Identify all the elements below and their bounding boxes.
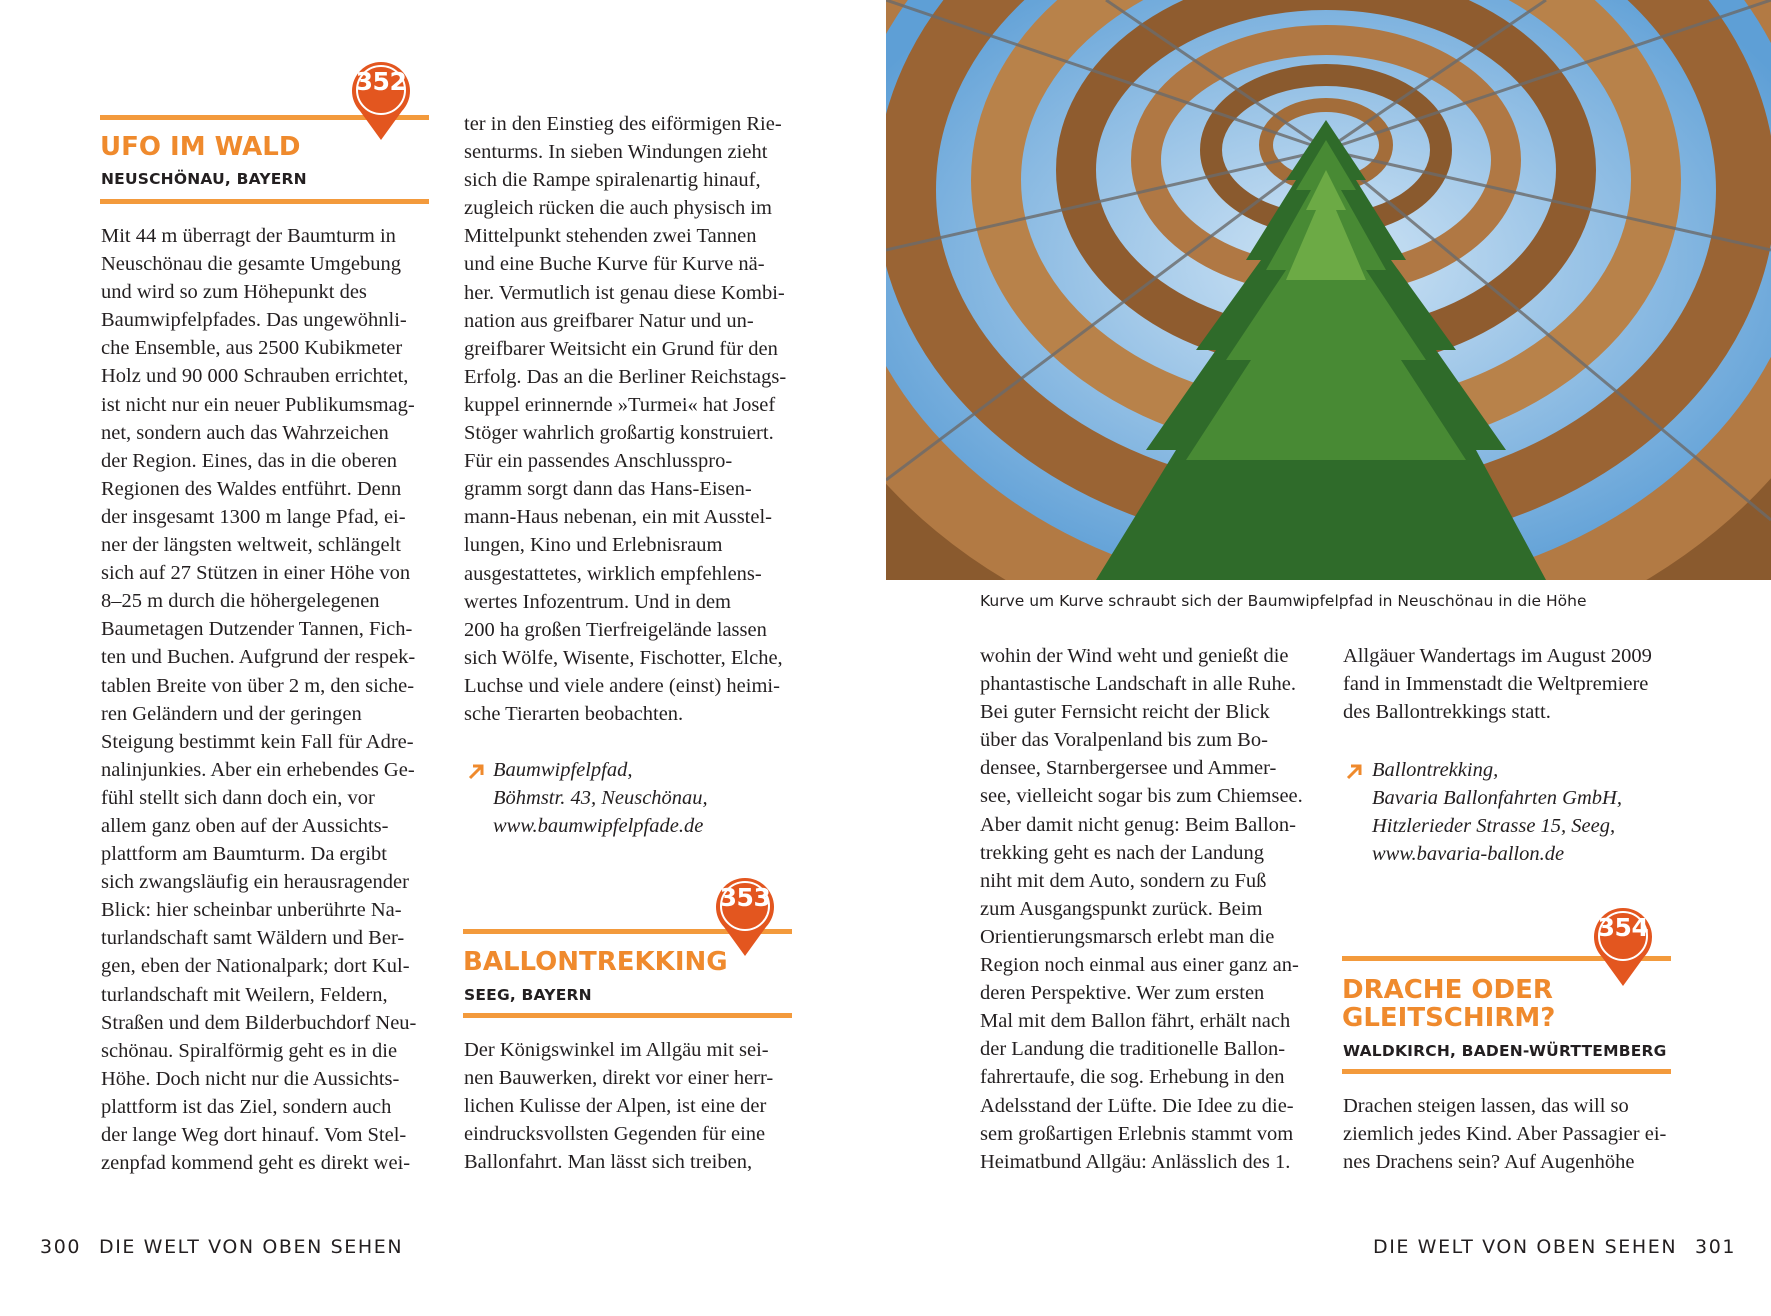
photo-caption: Kurve um Kurve schraubt sich der Baumwipfelpfad in Neuschönau in die Höhe (980, 592, 1587, 610)
text-line: Regionen des Waldes entführt. Denn (101, 477, 402, 500)
entry-353-title: BALLONTREKKING (463, 947, 728, 977)
info-line: Bavaria Ballonfahrten GmbH, (1372, 787, 1622, 810)
text-line: fand in Immenstadt die Weltpremiere (1343, 673, 1649, 696)
text-line: Heimatbund Allgäu: Anlässlich des 1. (980, 1150, 1291, 1173)
treetop-tower-illustration (886, 0, 1771, 580)
text-line: ter in den Einstieg des eiförmigen Rie- (464, 113, 782, 135)
text-line: wertes Infozentrum. Und in dem (464, 590, 731, 613)
text-line: sche Tierarten beobachten. (464, 702, 684, 725)
text-line: nation aus greifbarer Natur und un- (464, 309, 754, 332)
text-line: des Ballontrekkings statt. (1343, 701, 1551, 724)
text-line: senturms. In sieben Windungen zieht (464, 141, 768, 164)
text-line: Erfolg. Das an die Berliner Reichstags- (464, 365, 787, 388)
entry-352-location: NEUSCHÖNAU, BAYERN (101, 170, 307, 188)
text-line: che Ensemble, aus 2500 Kubikmeter (101, 337, 403, 360)
text-line: phantastische Landschaft in alle Ruhe. (980, 673, 1296, 696)
text-line: Holz und 90 000 Schrauben errichtet, (101, 365, 409, 388)
info-line: Ballontrekking, (1372, 759, 1499, 781)
entry-352-location-pin-icon (348, 57, 414, 143)
text-line: der insgesamt 1300 m lange Pfad, ei- (101, 505, 406, 528)
treetop-tower-photo (886, 0, 1771, 580)
entry-353-body-column-2 (464, 1036, 773, 1176)
entry-352-info (493, 756, 708, 840)
text-line: zugleich rücken die auch physisch im (464, 197, 772, 220)
info-line: www.bavaria-ballon.de (1372, 843, 1565, 866)
text-line: ziemlich jedes Kind. Aber Passagier ei- (1343, 1123, 1667, 1146)
text-line: niht mit dem Auto, sondern zu Fuß (980, 869, 1267, 892)
external-link-arrow-icon (466, 762, 486, 782)
text-line: Ballonfahrt. Man lässt sich treiben, (464, 1151, 753, 1174)
text-line: der Region. Eines, das in die oberen (101, 449, 398, 472)
text-line: schönau. Spiralförmig geht es in die (101, 1039, 398, 1062)
entry-354-bottom-rule (1342, 1069, 1671, 1074)
text-line: Luchse und viele andere (einst) heimi- (464, 674, 780, 697)
text-line: Für ein passendes Anschlusspro- (464, 450, 733, 473)
text-line: Höhe. Doch nicht nur die Aussichts- (101, 1067, 400, 1090)
text-line: gen, eben der Nationalpark; dort Kul- (101, 955, 410, 978)
text-line: Baumetagen Dutzender Tannen, Fich- (101, 618, 413, 641)
entry-352-body-column-1 (101, 222, 416, 1177)
text-line: Mal mit dem Ballon fährt, erhält nach (980, 1010, 1291, 1033)
text-line: her. Vermutlich ist genau diese Kombi- (464, 281, 785, 304)
text-line: allem ganz oben auf der Aussichts- (101, 814, 389, 837)
text-line: der lange Weg dort hinauf. Vom Stel- (101, 1124, 407, 1146)
text-line: Aber damit nicht genug: Beim Ballon- (980, 813, 1296, 836)
text-line: 200 ha großen Tierfreigelände lassen (464, 618, 767, 641)
text-line: gramm sorgt dann das Hans-Eisen- (464, 478, 752, 501)
entry-353-info (1372, 756, 1622, 868)
text-line: Stöger wahrlich großartig konstruiert. (464, 422, 774, 445)
entry-352-body-column-2 (464, 110, 786, 728)
text-line: mann-Haus nebenan, ein mit Ausstel- (464, 506, 773, 529)
text-line: trekking geht es nach der Landung (980, 841, 1265, 864)
entry-353-body-column-4 (1343, 642, 1652, 726)
text-line: Mit 44 m überragt der Baumturm in (101, 225, 396, 247)
text-line: der Landung die traditionelle Ballon- (980, 1038, 1286, 1061)
text-line: Baumwipfelpfades. Das ungewöhnli- (101, 309, 407, 332)
info-line: Baumwipfelpfad, (493, 759, 633, 781)
entry-354-title-line-2: GLEITSCHIRM? (1342, 1003, 1556, 1033)
text-line: zenpfad kommend geht es direkt wei- (101, 1152, 411, 1175)
text-line: Steigung bestimmt kein Fall für Adre- (101, 730, 414, 753)
text-line: zum Ausgangspunkt zurück. Beim (980, 897, 1263, 920)
text-line: sem großartigen Erlebnis stammt vom (980, 1122, 1294, 1145)
right-section-title: DIE WELT VON OBEN SEHEN (1373, 1236, 1678, 1258)
info-line: www.baumwipfelpfade.de (493, 815, 704, 838)
text-line: fahrertaufe, die sog. Erhebung in den (980, 1066, 1285, 1089)
text-line: ner der längsten weltweit, schlängelt (101, 534, 401, 557)
right-page-number: 301 (1695, 1236, 1737, 1258)
left-page-number: 300 (40, 1236, 82, 1258)
text-line: sich auf 27 Stützen in einer Höhe von (101, 562, 411, 585)
text-line: deren Perspektive. Wer zum ersten (980, 982, 1265, 1005)
text-line: nalinjunkies. Aber ein erhebendes Ge- (101, 758, 415, 781)
text-line: tablen Breite von über 2 m, den siche- (101, 674, 415, 697)
text-line: densee, Starnbergersee und Ammer- (980, 757, 1277, 780)
text-line: turlandschaft mit Weilern, Feldern, (101, 983, 388, 1006)
entry-352-bottom-rule (100, 199, 429, 204)
text-line: plattform ist das Ziel, sondern auch (101, 1095, 392, 1118)
info-line: Hitzlerieder Strasse 15, Seeg, (1372, 815, 1616, 838)
entry-353-body-column-3 (980, 642, 1303, 1176)
text-line: sich Wölfe, Wisente, Fischotter, Elche, (464, 646, 783, 669)
entry-354-location-pin-icon (1590, 903, 1656, 989)
text-line: und wird so zum Höhepunkt des (101, 281, 367, 304)
text-line: Straßen und dem Bilderbuchdorf Neu- (101, 1011, 417, 1034)
text-line: Blick: hier scheinbar unberührte Na- (101, 899, 402, 922)
text-line: eindrucksvollsten Gegenden für eine (464, 1123, 766, 1146)
left-section-title: DIE WELT VON OBEN SEHEN (99, 1236, 404, 1258)
text-line: nen Bauwerken, direkt vor einer herr- (464, 1067, 774, 1090)
text-line: Mittelpunkt stehenden zwei Tannen (464, 225, 757, 248)
entry-354-body-column-4 (1343, 1092, 1666, 1176)
text-line: ausgestattetes, wirklich empfehlens- (464, 562, 762, 585)
text-line: ren Geländern und der geringen (101, 702, 362, 725)
entry-353-number: 353 (719, 883, 771, 912)
text-line: lichen Kulisse der Alpen, ist eine der (464, 1095, 767, 1118)
text-line: nes Drachens sein? Auf Augenhöhe (1343, 1151, 1635, 1174)
text-line: Der Königswinkel im Allgäu mit sei- (464, 1039, 769, 1061)
text-line: Allgäuer Wandertags im August 2009 (1343, 645, 1652, 667)
text-line: Region noch einmal aus einer ganz an- (980, 954, 1299, 977)
text-line: Bei guter Fernsicht reicht der Blick (980, 701, 1270, 724)
text-line: see, vielleicht sogar bis zum Chiemsee. (980, 785, 1303, 808)
text-line: lungen, Kino und Erlebnisraum (464, 534, 723, 557)
entry-353-bottom-rule (463, 1013, 792, 1018)
text-line: Drachen steigen lassen, das will so (1343, 1095, 1629, 1117)
text-line: Orientierungsmarsch erlebt man die (980, 925, 1275, 948)
text-line: und eine Buche Kurve für Kurve nä- (464, 253, 765, 276)
text-line: kuppel erinnernde »Turmei« hat Josef (464, 393, 776, 416)
text-line: sich zwangsläufig ein herausragender (101, 871, 409, 894)
text-line: sich die Rampe spiralenartig hinauf, (464, 169, 761, 192)
entry-354-title-line-1: DRACHE ODER (1342, 975, 1553, 1005)
text-line: 8–25 m durch die höhergelegenen (101, 590, 380, 613)
entry-353-location: SEEG, BAYERN (464, 986, 592, 1004)
info-line: Böhmstr. 43, Neuschönau, (493, 787, 708, 810)
entry-354-location: WALDKIRCH, BADEN-WÜRTTEMBERG (1343, 1042, 1667, 1060)
text-line: plattform am Baumturm. Da ergibt (101, 843, 387, 866)
text-line: ten und Buchen. Aufgrund der respek- (101, 646, 416, 669)
text-line: net, sondern auch das Wahrzeichen (101, 421, 389, 444)
external-link-arrow-icon (1344, 762, 1364, 782)
entry-352-number: 352 (355, 67, 407, 96)
text-line: Neuschönau die gesamte Umgebung (101, 253, 402, 276)
text-line: greifbarer Weitsicht ein Grund für den (464, 337, 778, 360)
entry-352-title: UFO IM WALD (100, 132, 301, 162)
text-line: über das Voralpenland bis zum Bo- (980, 729, 1268, 752)
text-line: turlandschaft samt Wäldern und Ber- (101, 927, 405, 950)
entry-354-number: 354 (1597, 913, 1649, 942)
text-line: wohin der Wind weht und genießt die (980, 645, 1289, 667)
text-line: Adelsstand der Lüfte. Die Idee zu die- (980, 1094, 1294, 1117)
text-line: ist nicht nur ein neuer Publikumsmag- (101, 393, 415, 416)
text-line: fühl stellt sich dann doch ein, vor (101, 786, 375, 809)
